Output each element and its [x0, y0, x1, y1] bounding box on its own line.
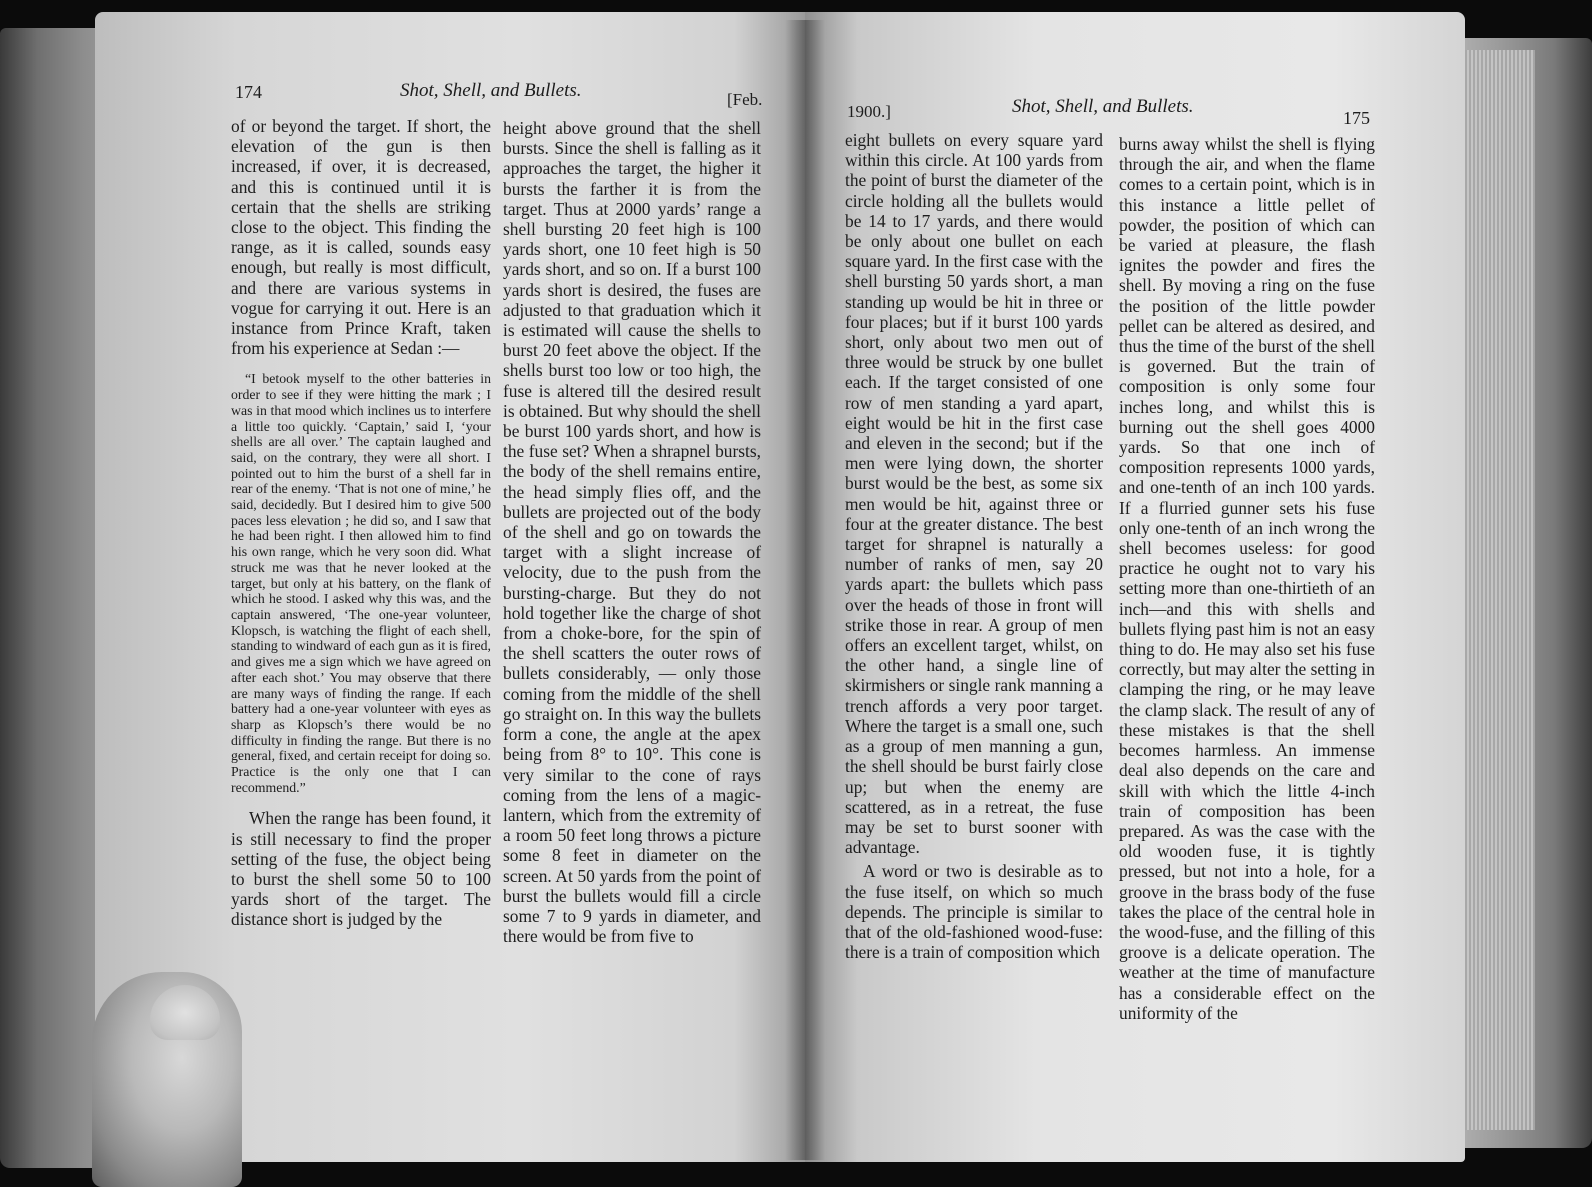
paragraph: of or beyond the target. If short, the elevation of the gun is then increased, if over, it is decreased, and this is continued until it is certain that the shells are striking close to the object. This finding the range, as it is called, sounds easy enough, but really is most difficult, and there are various systems in vogue for carrying it out. Here is an instance from Prince Kraft, taken from his experience at Sedan :—	[231, 116, 491, 359]
page-number: 174	[235, 82, 262, 102]
page-number: 175	[1343, 108, 1370, 128]
left-date-mark	[727, 90, 762, 110]
right-date-mark	[847, 102, 891, 122]
paragraph: When the range has been found, it is still necessary to find the proper setting of the fuse, the object being to burst the shell some 50 to 100 yards short of the target. The distance short is judged by the	[231, 808, 491, 930]
right-page	[805, 12, 1465, 1162]
paragraph: eight bullets on every square yard within this circle. At 100 yards from the point of burst the diameter of the circle holding all the bullets would be 14 to 17 yards, and there would be only about one bullet on each square yard. In the first case with the shell bursting 50 yards short, a man standing up would be hit in three or four places; but if it burst 100 yards short, only about two men out of three would be struck by one bullet each. If the target consisted of one row of men standing a yard apart, eight would be hit in the first case and eleven in the second; but if the men were lying down, the shorter burst would be the best, as some six men would be hit, against three or four at the greater distance. The best target for shrapnel is naturally a number of ranks of men, say 20 yards apart: the bullets which pass over the heads of those in front will strike those in rear. A group of men offers an excellent target, whilst, on the other hand, a single line of skirmishers or single rank manning a trench affords a very poor target. Where the target is a small one, such as a group of men manning a gun, the shell should be burst fairly close up; but when the enemy are scattered, as in a retreat, the fuse may be set to burst sooner with advantage.	[845, 130, 1103, 858]
date-mark: 1900.]	[847, 102, 891, 121]
paragraph: burns away whilst the shell is flying through the air, and when the flame comes to a certain point, which is in this instance a little pellet of powder, the position of which can be varied at pleasure, the flash ignites the powder and fires the shell. By moving a ring on the fuse the position of the little powder pellet can be altered as desired, and thus the time of the burst of the shell is governed. But the train of composition is only some four inches long, and whilst this is burning out the shell goes 4000 yards. So that one inch of composition represents 1000 yards, and one-tenth of an inch 100 yards. If a flurried gunner sets his fuse only one-tenth of an inch wrong the shell becomes useless: for good practice he ought not to vary his setting more than one-thirtieth of an inch—and this with shells and bullets flying past him is not an easy thing to do. He may also set his fuse correctly, but may alter the setting in clamping the ring, or he may leave the clamp slack. The result of any of these mistakes is that the shell becomes harmless. An immense deal also depends on the care and skill with which the little 4-inch train of composition has been prepared. As was the case with the old wooden fuse, it is tightly pressed, but not into a hole, for a groove in the brass body of the fuse takes the place of the central hole in the wood-fuse, and the filling of this groove is a delicate operation. The weather at the time of manufacture has a considerable effect on the uniformity of the	[1119, 134, 1375, 1023]
right-page-column-2	[1119, 134, 1375, 1023]
right-page-header	[1343, 108, 1370, 129]
right-running-title	[1012, 96, 1194, 118]
block-quote: “I betook myself to the other batteries in order to see if they were hitting the mark ; I was in that mood which inclines us to interfere a little too quickly. ‘Captain,’ said I, ‘your shells are all over.’ The captain laughed and said, on the contrary, they were all short. I pointed out to him the burst of a shell far in rear of the enemy. ‘That is not one of mine,’ he said, decidedly. But I desired him to give 500 paces less elevation ; he did so, and I saw that he had been right. I then allowed him to find his own range, which he very soon did. What struck me was that he never looked at the target, but only at his battery, on the flank of which he stood. I asked why this was, and the captain answered, ‘The one-year volunteer, Klopsch, is watching the flight of each shell, standing to windward of each gun as it is fired, and gives me a sign which we have agreed on after each shot.’ You may observe that there are many ways of finding the range. If each battery had a one-year volunteer with eyes as sharp as Klopsch’s there would be no difficulty in finding the range. But there is no general, fixed, and certain receipt for doing so. Practice is the only one that I can recommend.”	[231, 371, 491, 795]
right-page-column-1	[845, 130, 1103, 962]
left-page-header	[235, 82, 262, 103]
left-page-column-2	[503, 118, 761, 946]
paragraph: A word or two is desirable as to the fuse itself, on which so much depends. The principle is similar to that of the old-fashioned wood-fuse: there is a train of composition which	[845, 861, 1103, 963]
page-edges	[1455, 50, 1535, 1130]
book-gutter	[785, 20, 825, 1160]
paragraph: height above ground that the shell bursts. Since the shell is falling as it approaches the target, the higher it bursts the farther it is from the target. Thus at 2000 yards’ range a shell bursting 20 feet high is 100 yards short, one 10 feet high is 50 yards short, and so on. If a burst 100 yards short is desired, the fuses are adjusted to that graduation which it is estimated will cause the shells to burst 20 feet above the object. If the shells burst too low or too high, the fuse is altered till the desired result is obtained. But why should the shell be burst 100 yards short, and how is the fuse set? When a shrapnel bursts, the body of the shell remains entire, the head simply flies off, and the bullets are projected out of the body of the shell and go on towards the target with a slight increase of velocity, due to the push from the bursting-charge. But they do not hold together like the charge of shot from a choke-bore, for the spin of the shell scatters the outer rows of bullets considerably, — only those coming from the middle of the shell go straight on. In this way the bullets form a cone, the angle at the apex being from 8° to 10°. This cone is very similar to the cone of rays coming from the lens of a magic-lantern, which from the extremity of a room 50 feet long throws a picture some 8 feet in diameter on the screen. At 50 yards from the point of burst the bullets would fill a circle some 7 to 9 yards in diameter, and there would be from five to	[503, 118, 761, 947]
running-title: Shot, Shell, and Bullets.	[1012, 96, 1194, 117]
left-page-column-1	[231, 116, 491, 930]
running-title: Shot, Shell, and Bullets.	[400, 80, 582, 101]
date-mark: [Feb.	[727, 90, 763, 109]
left-running-title	[400, 80, 582, 102]
